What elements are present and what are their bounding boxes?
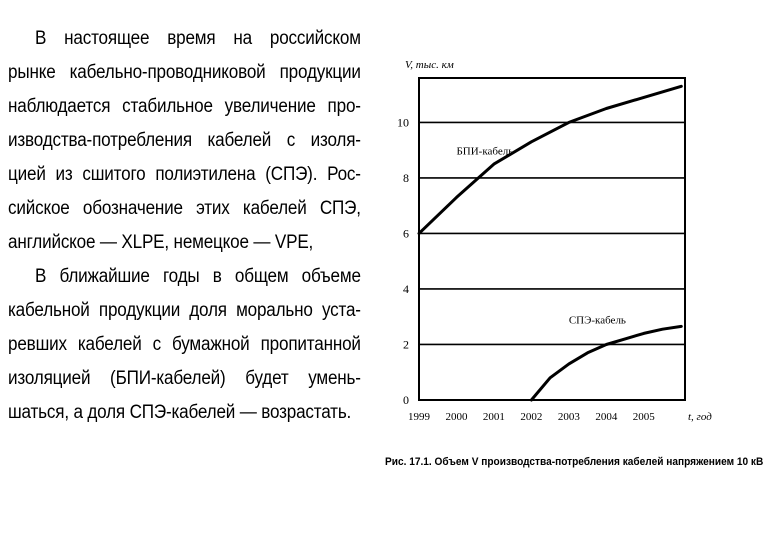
text-line: В ближайшие годы в общем объеме [35,266,361,287]
text-line: кабельной продукции доля морально уста- [8,300,361,321]
x-tick-label: 2001 [482,411,505,423]
y-tick-label: 0 [403,393,409,407]
x-tick-label: 2003 [557,411,580,423]
paragraph-2 [8,260,361,430]
y-tick-label: 6 [403,226,409,241]
text-line: ревших кабелей с бумажной пропитанной [8,334,361,355]
text-line: английское — XLPE, немецкое — VPE, [8,232,314,253]
text-line: цией из сшитого полиэтилена (СПЭ). Рос- [8,164,361,185]
text-line: шаться, а доля СПЭ-кабелей — возрастать. [8,402,352,423]
text-line: изводства-потребления кабелей с изоля- [8,130,361,151]
plot-frame [419,78,685,400]
x-tick-label: 2004 [595,411,618,423]
x-tick-label: 1999 [408,411,430,423]
volume-chart [380,50,712,445]
x-tick-label: 2005 [632,411,655,423]
text-line: наблюдается стабильное увеличение про- [8,96,361,117]
series-line-2 [531,326,681,400]
y-axis-label: V, тыс. км [405,59,454,71]
y-tick-label: 10 [397,115,409,130]
x-tick-label: 2000 [445,411,468,423]
body-text [8,22,360,430]
text-line: сийское обозначение этих кабелей СПЭ, [8,198,361,219]
series-label-bpi: БПИ-кабель [456,145,514,158]
text-line: В настоящее время на российском [35,28,361,49]
series-label-spe: СПЭ-кабель [568,314,626,327]
text-line: рынке кабельно-проводниковой продукции [8,62,361,83]
y-tick-label: 4 [403,281,409,296]
x-axis-label: t, год [688,411,712,423]
figure-caption: Рис. 17.1. Объем V производства-потребления кабелей напряжением 10 кВ [385,456,763,468]
y-tick-label: 2 [403,337,409,352]
y-tick-label: 8 [403,170,409,185]
x-tick-label: 2002 [520,411,543,423]
text-line: изоляцией (БПИ-кабелей) будет умень- [8,368,361,389]
series-line-1 [419,86,681,233]
paragraph-1 [8,22,361,260]
